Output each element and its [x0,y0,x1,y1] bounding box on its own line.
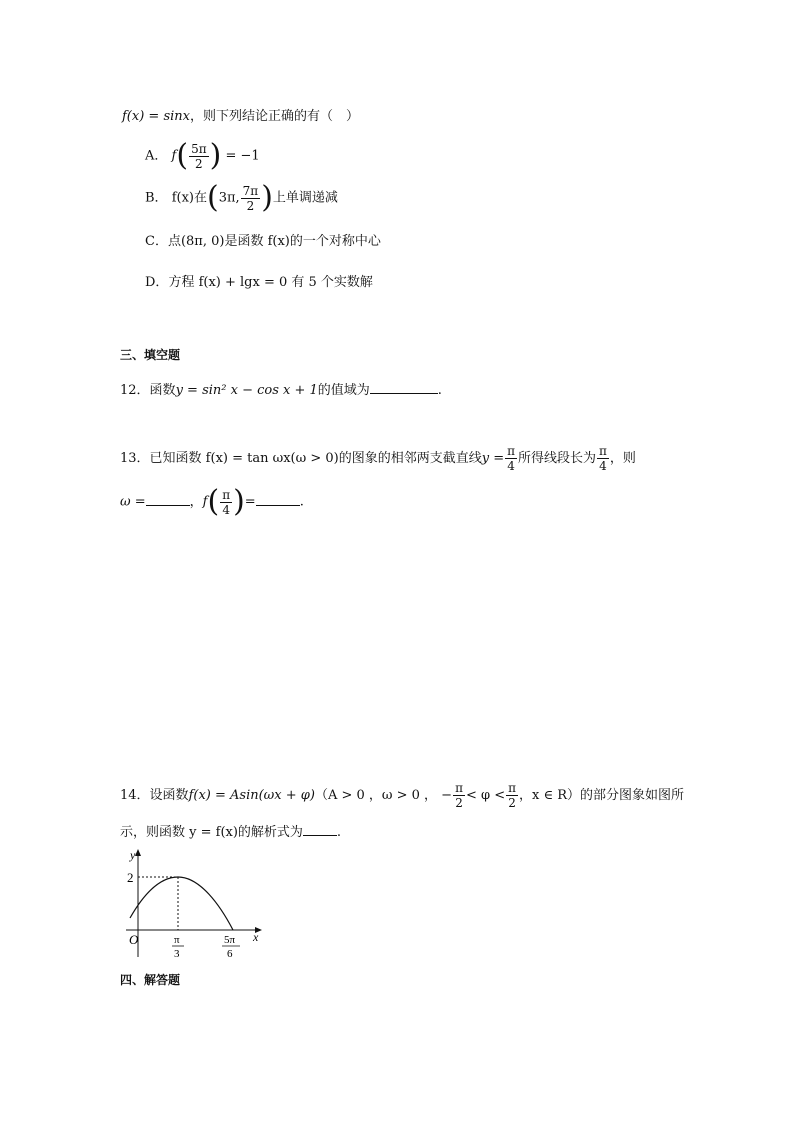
q13-line1 [120,445,636,472]
q13-text-b: 所得线段长为 [517,451,596,466]
sine-graph [118,845,278,965]
q13-fraction-3 [220,489,232,516]
q14-fraction-1 [453,782,465,809]
q11-option-a [145,138,260,173]
q13-fraction-1 [505,445,517,472]
y-axis-arrow [135,849,141,856]
q12-end: . [437,383,442,398]
frac-denominator: 2 [195,156,203,171]
q12-number: 12． [120,383,150,398]
x-tick1-num: π [174,934,180,946]
q12 [120,381,442,397]
option-c-text: 点(8π, 0)是函数 f(x)的一个对称中心 [167,234,381,249]
q13-omega: ω = [120,494,146,510]
q12-pre: 函数 [149,383,176,398]
frac-denominator: 4 [222,502,230,517]
x-tick2-den: 6 [227,948,233,960]
q11-option-d [145,276,373,289]
q14-cond-c: ，x ∈ R）的部分图象如图所 [519,788,685,803]
q14-fraction-2 [506,782,518,809]
x-tick2-num: 5π [224,934,236,946]
q11-stem-text: ，则下列结论正确的有（ ） [189,109,359,124]
q12-expr: y = sin² x − cos x + 1 [175,383,318,398]
sine-curve [130,877,233,930]
q13-line2 [120,484,304,519]
section-heading-solution: 四、解答题 [120,973,181,987]
option-c-label: C． [145,234,168,249]
x-axis-label: x [253,930,259,944]
right-paren: ) [233,484,245,519]
frac-numerator: π [222,487,231,502]
q13-text-a: 已知函数 f(x) = tan ωx(ω > 0)的图象的相邻两支截直线 [149,451,482,466]
q14-end: . [336,825,342,840]
origin-label: O [129,932,139,947]
frac-numerator: 5π [191,141,207,156]
q13-fraction-2 [597,445,609,472]
x-tick1-den: 3 [174,948,180,960]
section-heading-fill-in: 三、填空题 [120,348,181,362]
q11-stem [122,110,359,123]
right-paren: ) [261,180,273,215]
option-d-label: D． [145,275,169,290]
frac-denominator: 4 [599,459,607,473]
q14-expr: f(x) = Asin(ωx + φ) [188,788,315,803]
frac-numerator: π [599,444,607,458]
frac-numerator: π [455,781,463,795]
q14-number: 14． [120,788,150,803]
q12-post: 的值域为 [317,383,370,398]
q11-stem-expr: f(x) = sinx [122,109,190,124]
frac-denominator: 2 [246,198,255,213]
q14-line2 [120,823,341,839]
frac-denominator: 2 [508,796,516,810]
frac-denominator: 4 [507,459,515,473]
option-a-value: = −1 [225,148,260,164]
option-b-text: 上单调递减 [272,190,338,206]
q14-text-a: 设函数 [149,788,189,803]
q12-answer-blank[interactable] [370,381,438,394]
frac-numerator: π [507,444,515,458]
left-paren: ( [207,180,219,215]
q14-line1 [120,782,684,809]
q14-cond-b: < φ < [465,788,506,803]
frac-denominator: 2 [455,796,463,810]
right-paren: ) [209,138,222,173]
q11-option-b [145,180,338,215]
option-a-func: f [171,148,177,164]
option-b-interval-left: 3π, [218,190,240,206]
frac-numerator: 7π [242,183,259,198]
option-d-text: 方程 f(x) + lgx = 0 有 5 个实数解 [168,275,373,290]
y-axis-label: y [130,848,136,862]
option-a-label: A． [145,148,168,164]
q13-sep: ， [189,494,203,510]
q13-text-c: ，则 [609,451,636,466]
option-b-func: f(x)在 [171,190,207,206]
frac-numerator: π [508,781,517,795]
q11-option-c [145,235,381,248]
q13-end: . [299,494,304,510]
q14-line2-text: 示，则函数 y = f(x)的解析式为 [120,825,303,840]
q13-eq: = [244,494,256,510]
q13-f-blank[interactable] [256,493,300,506]
q13-f: f [202,494,208,510]
q14-cond-a: （A > 0 ，ω > 0 ， − [314,788,453,803]
option-b-label: B． [145,190,168,206]
option-b-fraction [241,185,261,212]
q14-answer-blank[interactable] [303,823,337,836]
left-paren: ( [207,484,220,519]
y-tick-2: 2 [127,870,134,885]
q13-y-eq: y = [481,451,505,466]
q13-omega-blank[interactable] [146,493,190,506]
option-a-fraction [189,143,209,170]
left-paren: ( [176,138,189,173]
q13-number: 13． [120,451,150,466]
